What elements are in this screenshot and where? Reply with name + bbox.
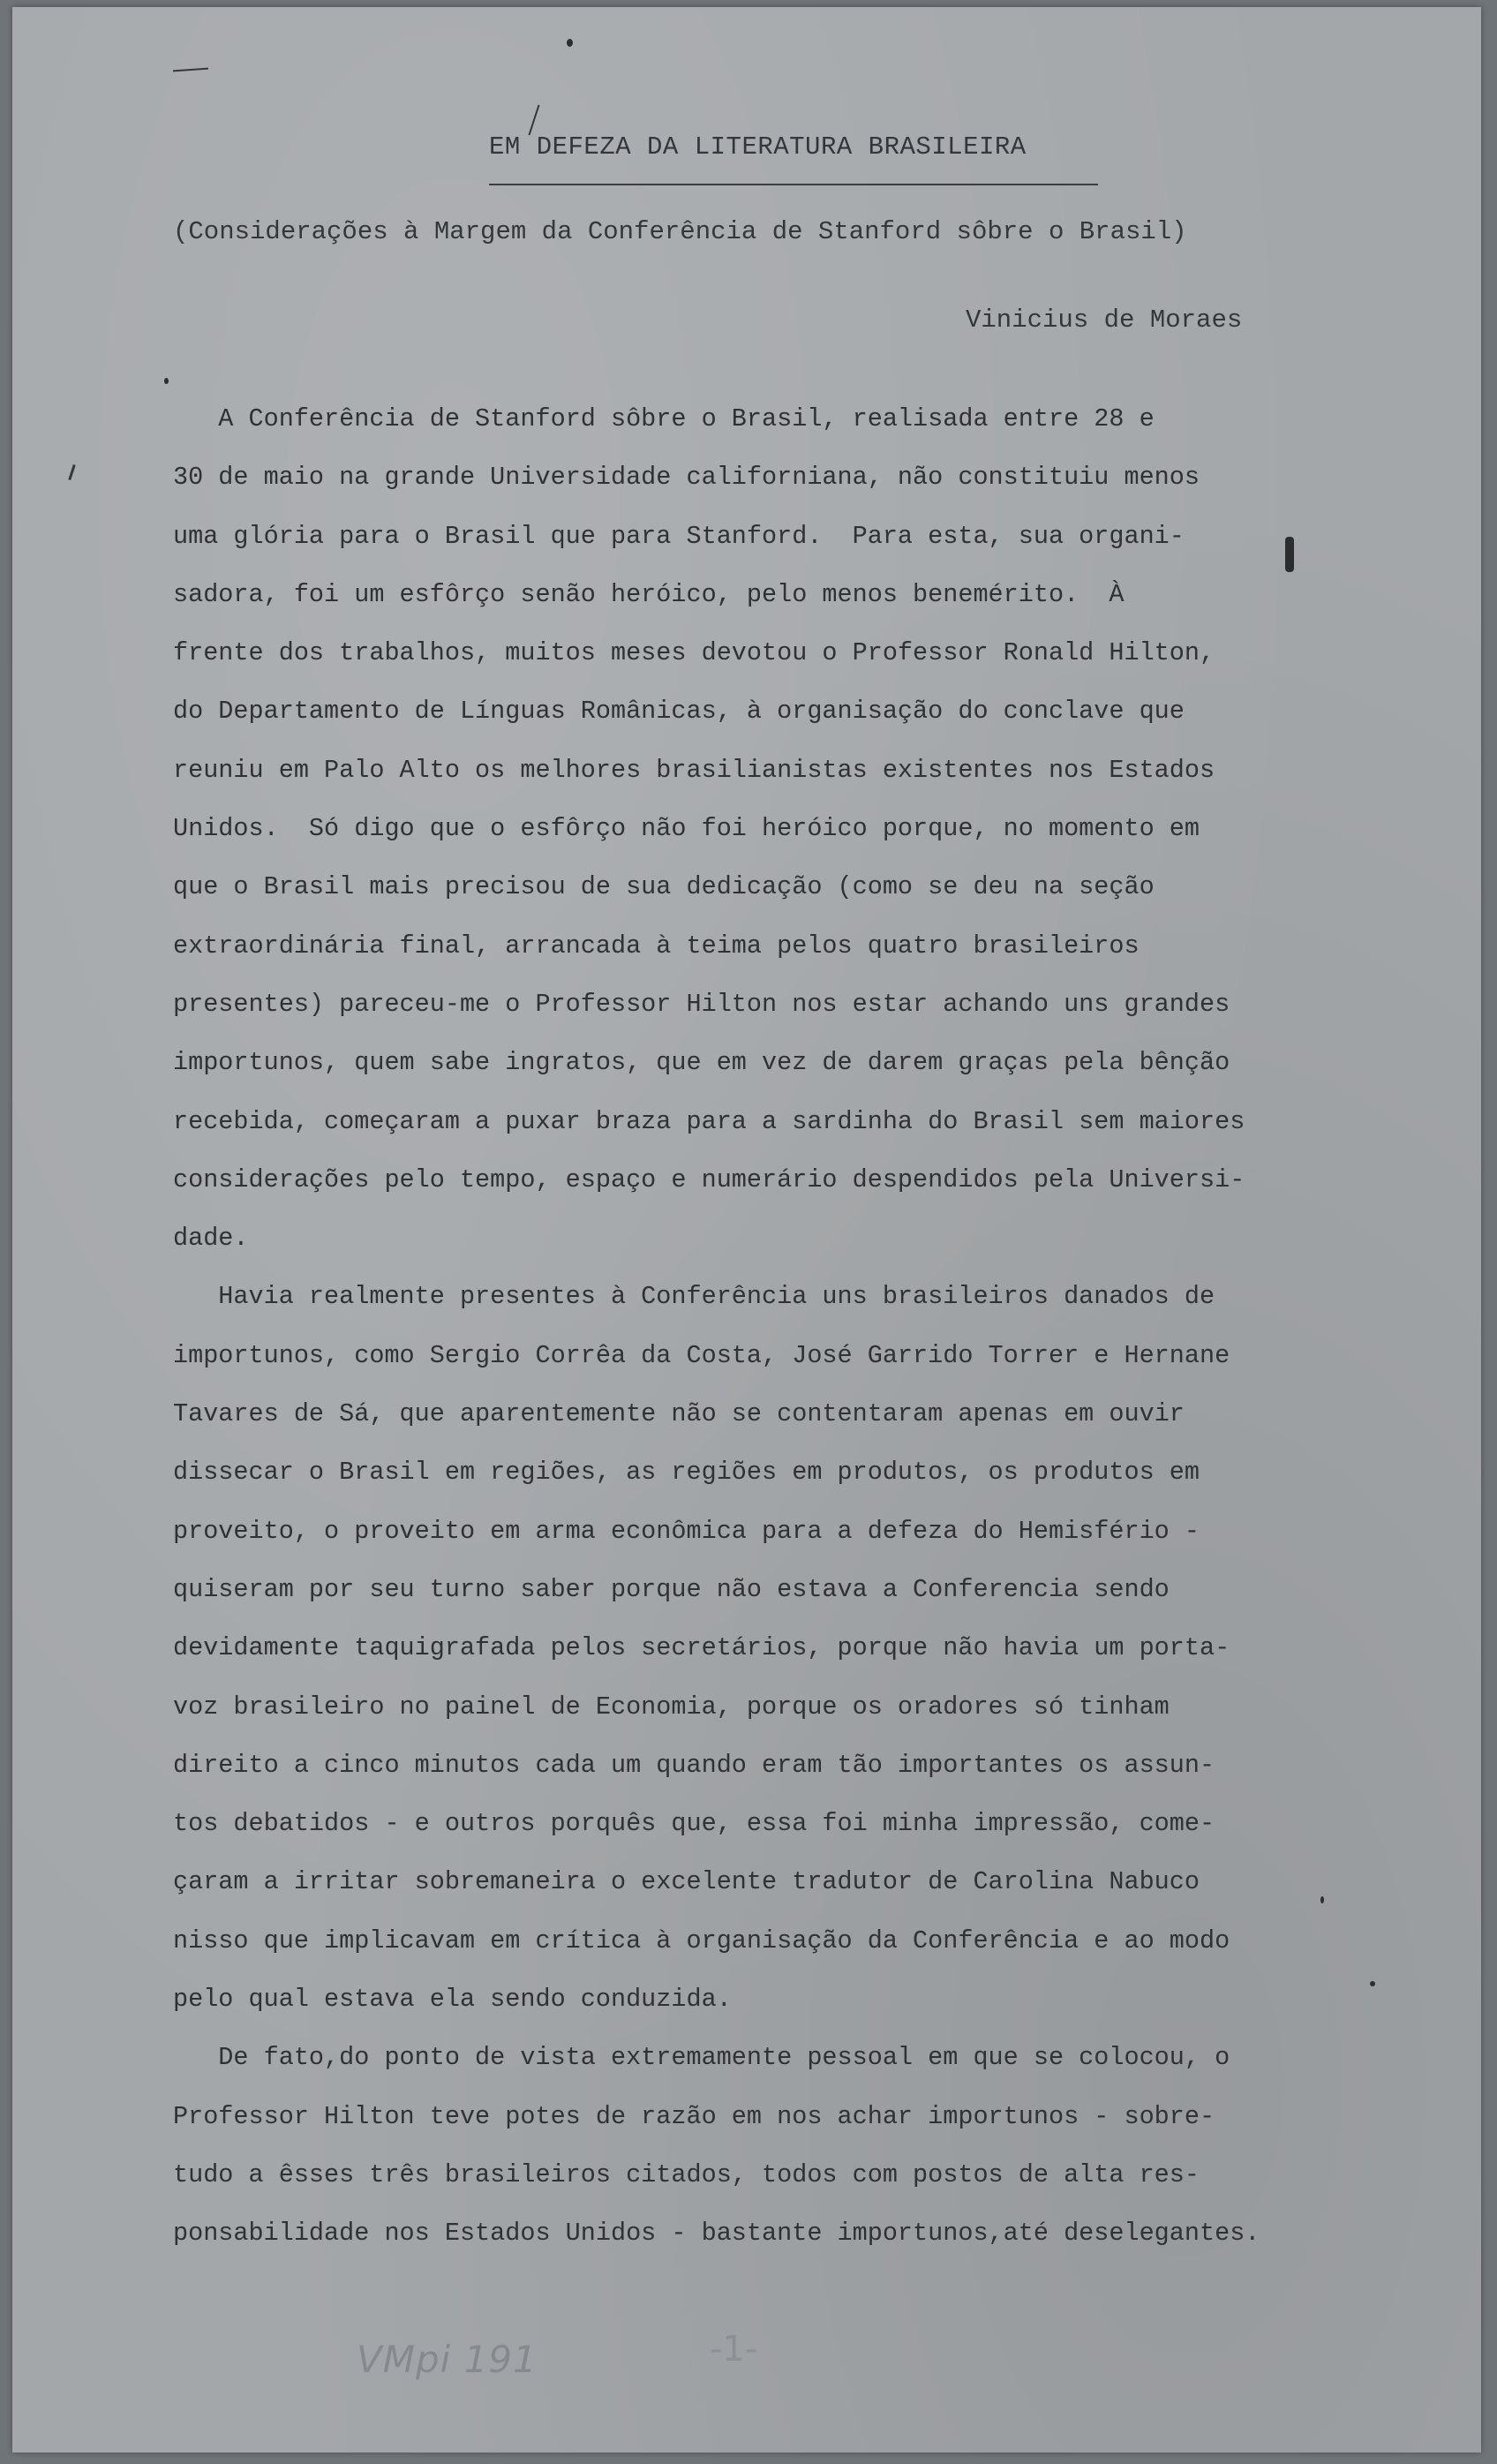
text-line: ponsabilidade nos Estados Unidos - bastante importunos,até deselegantes. xyxy=(173,2219,1260,2249)
archive-pencil-mark: VMpi 191 xyxy=(357,2338,538,2381)
text-line: tos debatidos - e outros porquês que, essa foi minha impressão, come- xyxy=(173,1809,1215,1839)
text-line: importunos, como Sergio Corrêa da Costa, José Garrido Torrer e Hernane xyxy=(173,1340,1230,1370)
text-line: çaram a irritar sobremaneira o excelente tradutor de Carolina Nabuco xyxy=(173,1867,1200,1897)
text-line: nisso que implicavam em crítica à organisação da Conferência e ao modo xyxy=(173,1925,1230,1955)
document-subtitle: (Considerações à Margem da Conferência de Stanford sôbre o Brasil) xyxy=(173,217,1187,246)
text-line: pelo qual estava ela sendo conduzida. xyxy=(173,1985,732,2015)
text-line: uma glória para o Brasil que para Stanford. Para esta, sua organi- xyxy=(173,521,1185,551)
text-line: 30 de maio na grande Universidade californiana, não constituiu menos xyxy=(173,463,1200,493)
page-number: -1- xyxy=(710,2329,758,2370)
text-line: A Conferência de Stanford sôbre o Brasil, realisada entre 28 e xyxy=(173,404,1155,433)
pen-stroke xyxy=(173,68,208,72)
text-line: extraordinária final, arrancada à teima pelos quatro brasileiros xyxy=(173,931,1140,961)
text-line: Professor Hilton teve potes de razão em nos achar importunos - sobre- xyxy=(173,2101,1215,2131)
text-line: importunos, quem sabe ingratos, que em vez de darem graças pela bênção xyxy=(173,1048,1230,1078)
text-line: frente dos trabalhos, muitos meses devotou o Professor Ronald Hilton, xyxy=(173,638,1215,668)
author-name: Vinicius de Moraes xyxy=(966,305,1243,335)
text-line: devidamente taquigrafada pelos secretários, porque não havia um porta- xyxy=(173,1633,1230,1663)
text-line: considerações pelo tempo, espaço e numerário despendidos pela Universi- xyxy=(173,1164,1245,1194)
pen-stroke xyxy=(528,105,539,136)
text-line: reuniu em Palo Alto os melhores brasilianistas existentes nos Estados xyxy=(173,755,1215,785)
text-line: quiseram por seu turno saber porque não estava a Conferencia sendo xyxy=(173,1574,1170,1604)
ink-speck xyxy=(1320,1896,1324,1903)
text-line: tudo a êsses três brasileiros citados, todos com postos de alta res- xyxy=(173,2159,1200,2189)
text-line: Unidos. Só digo que o esfôrço não foi heróico porque, no momento em xyxy=(173,814,1200,844)
text-line: direito a cinco minutos cada um quando eram tão importantes os assun- xyxy=(173,1750,1215,1780)
typewritten-page xyxy=(12,7,1481,2453)
text-line: sadora, foi um esfôrço senão heróico, pelo menos benemérito. À xyxy=(173,579,1125,609)
ink-speck xyxy=(1370,1981,1375,1986)
text-line: que o Brasil mais precisou de sua dedicação (como se deu na seção xyxy=(173,872,1155,902)
title-underline xyxy=(489,184,1098,185)
text-line: dade. xyxy=(173,1224,249,1254)
document-title: EM DEFEZA DA LITERATURA BRASILEIRA xyxy=(489,132,1027,162)
text-line: voz brasileiro no painel de Economia, porque os oradores só tinham xyxy=(173,1692,1170,1722)
text-line: proveito, o proveito em arma econômica para a defeza do Hemisfério - xyxy=(173,1516,1200,1546)
ink-speck xyxy=(164,378,169,384)
text-line: presentes) pareceu-me o Professor Hilton nos estar achando uns grandes xyxy=(173,989,1230,1019)
ink-speck xyxy=(1285,537,1294,572)
text-line: dissecar o Brasil em regiões, as regiões em produtos, os produtos em xyxy=(173,1458,1200,1488)
text-line: Tavares de Sá, que aparentemente não se contentaram apenas em ouvir xyxy=(173,1399,1185,1429)
ink-speck xyxy=(567,39,573,47)
body-text xyxy=(173,390,1462,2264)
text-line: De fato,do ponto de vista extremamente pessoal em que se colocou, o xyxy=(173,2043,1230,2073)
text-line: do Departamento de Línguas Românicas, à organisação do conclave que xyxy=(173,697,1185,727)
text-line: Havia realmente presentes à Conferência uns brasileiros danados de xyxy=(173,1282,1215,1312)
pen-stroke xyxy=(68,464,75,480)
text-line: recebida, começaram a puxar braza para a sardinha do Brasil sem maiores xyxy=(173,1106,1245,1136)
